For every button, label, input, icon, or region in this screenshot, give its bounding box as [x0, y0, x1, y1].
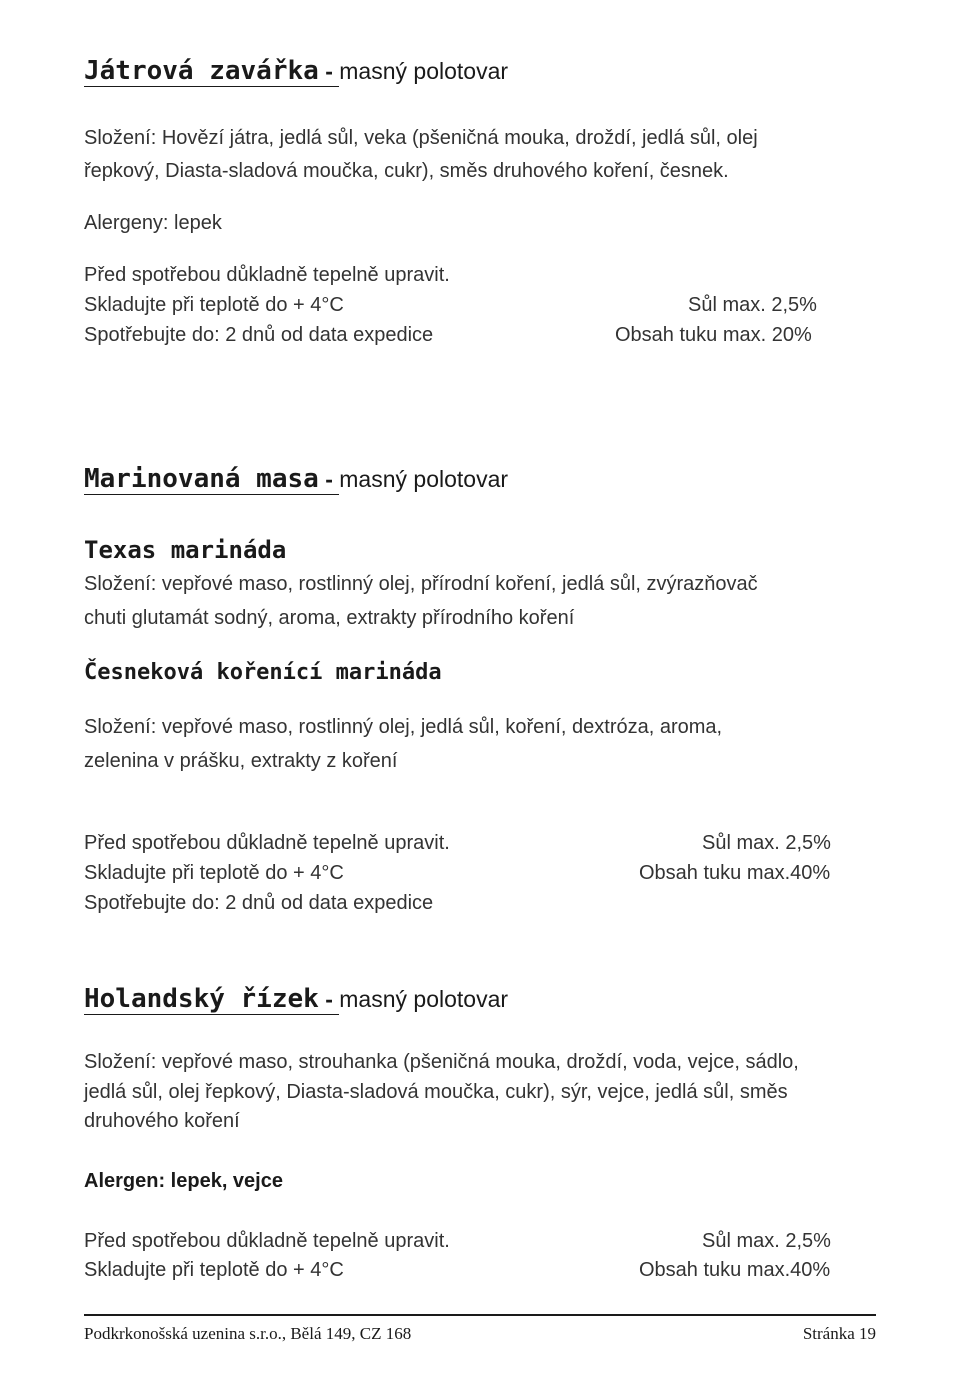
section-title-jatrova: Játrová zavářka - masný polotovar: [84, 56, 509, 86]
composition-line: Složení: vepřové maso, rostlinný olej, přírodní koření, jedlá sůl, zvýrazňovač: [84, 573, 758, 595]
salt-max: Sůl max. 2,5%: [702, 832, 831, 854]
allergens: Alergen: lepek, vejce: [84, 1170, 283, 1192]
use-by-note: Spotřebujte do: 2 dnů od data expedice: [84, 324, 434, 346]
composition-line: Složení: Hovězí játra, jedlá sůl, veka (pšeničná mouka, droždí, jedlá sůl, olej: [84, 127, 758, 149]
product-name: Holandský řízek: [84, 984, 319, 1014]
product-type: masný polotovar: [339, 58, 509, 84]
allergens: Alergeny: lepek: [84, 212, 222, 234]
prep-note: Před spotřebou důkladně tepelně upravit.: [84, 1230, 450, 1252]
composition-line: chuti glutamát sodný, aroma, extrakty přírodního koření: [84, 607, 575, 629]
footer-divider: [84, 1314, 876, 1316]
storage-note: Skladujte při teplotě do + 4°C: [84, 862, 344, 884]
footer-company: Podkrkonošská uzenina s.r.o., Bělá 149, CZ 168: [84, 1324, 412, 1343]
salt-max: Sůl max. 2,5%: [702, 1230, 831, 1252]
product-name: Játrová zavářka: [84, 56, 319, 86]
footer-page-number: Stránka 19: [802, 1324, 876, 1343]
fat-max: Obsah tuku max. 20%: [615, 324, 812, 346]
product-type: masný polotovar: [339, 986, 509, 1012]
section-title-marinovana: Marinovaná masa - masný polotovar: [84, 464, 509, 494]
storage-note: Skladujte při teplotě do + 4°C: [84, 294, 344, 316]
prep-note: Před spotřebou důkladně tepelně upravit.: [84, 264, 450, 286]
storage-note: Skladujte při teplotě do + 4°C: [84, 1259, 344, 1281]
subheading-texas: Texas marináda: [84, 536, 287, 564]
composition-line: Složení: vepřové maso, rostlinný olej, jedlá sůl, koření, dextróza, aroma,: [84, 716, 723, 738]
section-title-holandsky: Holandský řízek - masný polotovar: [84, 984, 509, 1014]
composition-line: jedlá sůl, olej řepkový, Diasta-sladová moučka, cukr), sýr, vejce, jedlá sůl, směs: [84, 1081, 788, 1103]
salt-max: Sůl max. 2,5%: [688, 294, 817, 316]
product-name: Marinovaná masa: [84, 464, 319, 494]
composition-line: Složení: vepřové maso, strouhanka (pšeničná mouka, droždí, voda, vejce, sádlo,: [84, 1051, 799, 1073]
prep-note: Před spotřebou důkladně tepelně upravit.: [84, 832, 450, 854]
composition-line: zelenina v prášku, extrakty z koření: [84, 750, 398, 772]
product-type: masný polotovar: [339, 466, 509, 492]
subheading-garlic: Česneková kořenící marináda: [84, 660, 442, 685]
fat-max: Obsah tuku max.40%: [639, 1259, 831, 1281]
composition-line: druhového koření: [84, 1110, 240, 1132]
composition-line: řepkový, Diasta-sladová moučka, cukr), směs druhového koření, česnek.: [84, 160, 729, 182]
fat-max: Obsah tuku max.40%: [639, 862, 831, 884]
use-by-note: Spotřebujte do: 2 dnů od data expedice: [84, 892, 434, 914]
